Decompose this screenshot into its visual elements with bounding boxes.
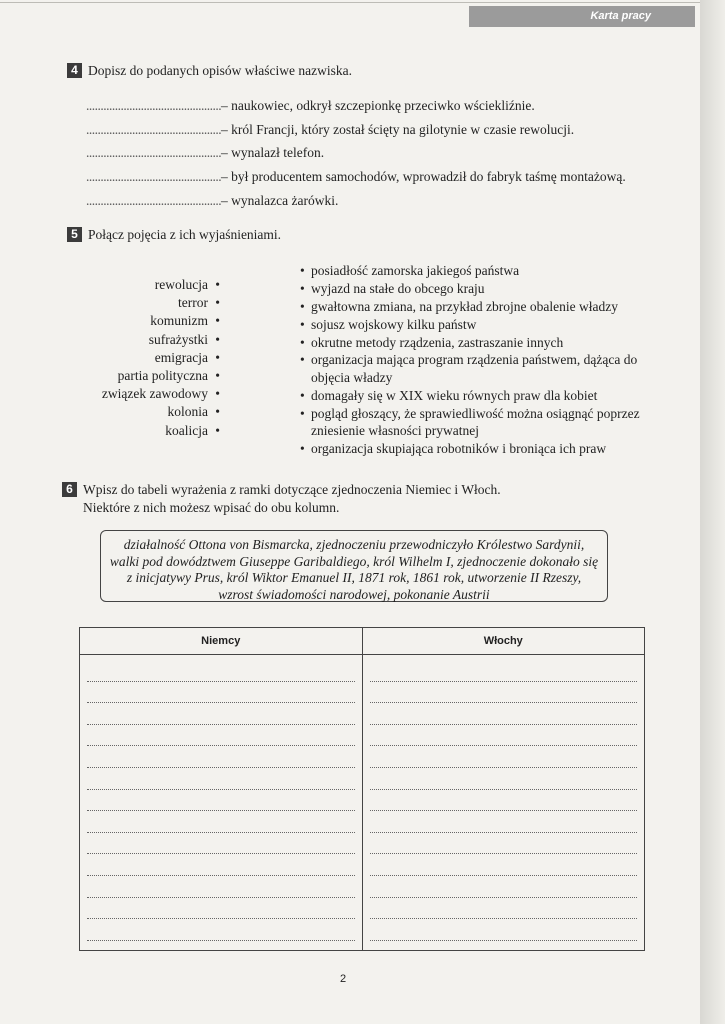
definitions-list	[300, 262, 645, 458]
definition-item	[300, 351, 645, 386]
answer-line[interactable]	[370, 811, 638, 833]
description-text: – wynalazł telefon.	[221, 145, 325, 160]
answer-line[interactable]	[370, 790, 638, 812]
answer-line[interactable]	[87, 876, 355, 898]
term-label: komunizm	[150, 313, 208, 329]
connector-dot[interactable]: •	[215, 295, 220, 311]
exercise-5-heading	[67, 226, 281, 244]
page-edge	[700, 0, 725, 1024]
answer-line[interactable]	[87, 854, 355, 876]
connector-dot[interactable]: •	[300, 387, 305, 403]
expressions-box: działalność Ottona von Bismarcka, zjednoczeniu przewodniczyło Królestwo Sardynii, walki pod dowództwem Giuseppe Garibaldiego, król Wilhelm I, zjednoczenie dokonało się z inicjatywy Prus, król Wiktor Emanuel II, 1871 rok, 1861 rok, utworzenie II Rzeszy, wzrost świadomości narodowej, pokonanie Austrii	[100, 530, 608, 602]
connector-dot[interactable]: •	[215, 331, 220, 347]
column-niemcy	[80, 628, 362, 950]
connector-dot[interactable]: •	[215, 313, 220, 329]
description-text: – król Francji, który został ścięty na gilotynie w czasie rewolucji.	[221, 122, 575, 137]
answer-line[interactable]	[87, 660, 355, 682]
definition-text: organizacja skupiająca robotników i broniąca ich praw	[311, 441, 607, 457]
connector-dot[interactable]: •	[215, 386, 220, 402]
answer-blank[interactable]: ...............................................	[86, 98, 221, 113]
definition-item	[300, 387, 645, 405]
connector-dot[interactable]: •	[215, 277, 220, 292]
answer-line[interactable]	[370, 682, 638, 704]
answer-line[interactable]	[370, 725, 638, 747]
definition-item	[300, 334, 645, 352]
answer-line[interactable]	[370, 919, 638, 941]
page-number: 2	[340, 973, 347, 985]
answer-line[interactable]	[370, 703, 638, 725]
definition-item	[300, 262, 645, 280]
definition-item	[300, 298, 645, 316]
exercise-4-instruction: Dopisz do podanych opisów właściwe nazwiska.	[88, 63, 352, 78]
term-item	[90, 294, 220, 312]
answer-line[interactable]	[370, 854, 638, 876]
definition-text: domagały się w XIX wieku równych praw dla kobiet	[311, 387, 598, 403]
answer-line[interactable]	[370, 768, 638, 790]
connector-dot[interactable]: •	[300, 405, 305, 421]
term-item	[90, 422, 220, 440]
column-header-wlochy: Włochy	[363, 628, 645, 655]
answer-line[interactable]	[87, 919, 355, 941]
term-item	[90, 276, 220, 294]
answer-blank[interactable]: ...............................................	[86, 169, 221, 184]
term-label: związek zawodowy	[101, 386, 208, 402]
connector-dot[interactable]: •	[300, 334, 305, 350]
definition-text: gwałtowna zmiana, na przykład zbrojne obalenie władzy	[311, 298, 618, 314]
column-wlochy	[362, 628, 645, 950]
answer-line[interactable]	[87, 682, 355, 704]
fill-in-row	[86, 192, 338, 210]
definition-text: organizacja mająca program rządzenia państwem, dążąca do objęcia władzy	[311, 352, 638, 385]
term-label: rewolucja	[154, 277, 208, 292]
definition-text: wyjazd na stałe do obcego kraju	[311, 280, 485, 296]
answer-blank[interactable]: ...............................................	[86, 193, 221, 208]
description-text: – był producentem samochodów, wprowadził do fabryk taśmę montażową.	[221, 169, 626, 184]
answer-line[interactable]	[87, 703, 355, 725]
answer-blank[interactable]: ...............................................	[86, 145, 221, 160]
definition-text: posiadłość zamorska jakiegoś państwa	[311, 263, 520, 278]
column-header-niemcy: Niemcy	[80, 628, 362, 655]
exercise-6-number: 6	[62, 482, 77, 497]
exercise-6-heading	[62, 481, 501, 517]
connector-dot[interactable]: •	[215, 368, 220, 384]
term-label: koalicja	[165, 422, 208, 438]
term-label: terror	[178, 295, 208, 311]
description-text: – wynalazca żarówki.	[221, 193, 339, 208]
definition-item	[300, 316, 645, 334]
answer-table	[79, 627, 645, 951]
header-tab: Karta pracy	[469, 6, 695, 27]
connector-dot[interactable]: •	[300, 263, 305, 278]
term-label: sufrażystki	[148, 331, 208, 347]
answer-line[interactable]	[87, 746, 355, 768]
term-item	[90, 385, 220, 403]
answer-blank[interactable]: ...............................................	[86, 122, 221, 137]
term-item	[90, 349, 220, 367]
fill-in-row	[86, 97, 535, 115]
exercise-6-instruction-line2: Niektóre z nich możesz wpisać do obu kolumn.	[83, 500, 340, 515]
connector-dot[interactable]: •	[215, 349, 220, 365]
answer-lines-niemcy[interactable]	[87, 660, 355, 941]
term-item	[90, 367, 220, 385]
fill-in-row	[86, 144, 324, 162]
connector-dot[interactable]: •	[300, 316, 305, 332]
fill-in-row	[86, 168, 626, 186]
answer-line[interactable]	[87, 790, 355, 812]
term-label: partia polityczna	[117, 368, 208, 384]
term-item	[90, 331, 220, 349]
connector-dot[interactable]: •	[300, 298, 305, 314]
connector-dot[interactable]: •	[300, 280, 305, 296]
definition-item	[300, 280, 645, 298]
fill-in-row	[86, 121, 574, 139]
connector-dot[interactable]: •	[215, 404, 220, 420]
answer-line[interactable]	[87, 898, 355, 920]
exercise-4-heading	[67, 62, 352, 80]
answer-line[interactable]	[370, 660, 638, 682]
definition-text: okrutne metody rządzenia, zastraszanie innych	[311, 334, 564, 350]
answer-line[interactable]	[370, 876, 638, 898]
term-label: emigracja	[154, 349, 208, 365]
exercise-4-number: 4	[67, 63, 82, 78]
answer-line[interactable]	[370, 898, 638, 920]
answer-line[interactable]	[87, 811, 355, 833]
definition-item	[300, 405, 645, 440]
term-label: kolonia	[167, 404, 208, 420]
exercise-6-instruction-line1: Wpisz do tabeli wyrażenia z ramki dotyczące zjednoczenia Niemiec i Włoch.	[83, 482, 501, 497]
definition-text: sojusz wojskowy kilku państw	[311, 316, 477, 332]
connector-dot[interactable]: •	[300, 441, 305, 457]
answer-line[interactable]	[370, 746, 638, 768]
connector-dot[interactable]: •	[300, 352, 305, 368]
answer-line[interactable]	[87, 833, 355, 855]
exercise-5-instruction: Połącz pojęcia z ich wyjaśnieniami.	[88, 227, 282, 242]
term-item	[90, 312, 220, 330]
answer-lines-wlochy[interactable]	[370, 660, 638, 941]
top-rule	[0, 2, 700, 3]
definition-text: pogląd głoszący, że sprawiedliwość można osiągnąć poprzez zniesienie własności prywatnej	[311, 405, 640, 439]
exercise-5-number: 5	[67, 227, 82, 242]
connector-dot[interactable]: •	[215, 422, 220, 438]
answer-line[interactable]	[87, 725, 355, 747]
terms-list	[90, 276, 220, 440]
definition-item	[300, 440, 645, 458]
answer-line[interactable]	[370, 833, 638, 855]
description-text: – naukowiec, odkrył szczepionkę przeciwko wściekliźnie.	[221, 98, 535, 113]
term-item	[90, 403, 220, 421]
answer-line[interactable]	[87, 768, 355, 790]
